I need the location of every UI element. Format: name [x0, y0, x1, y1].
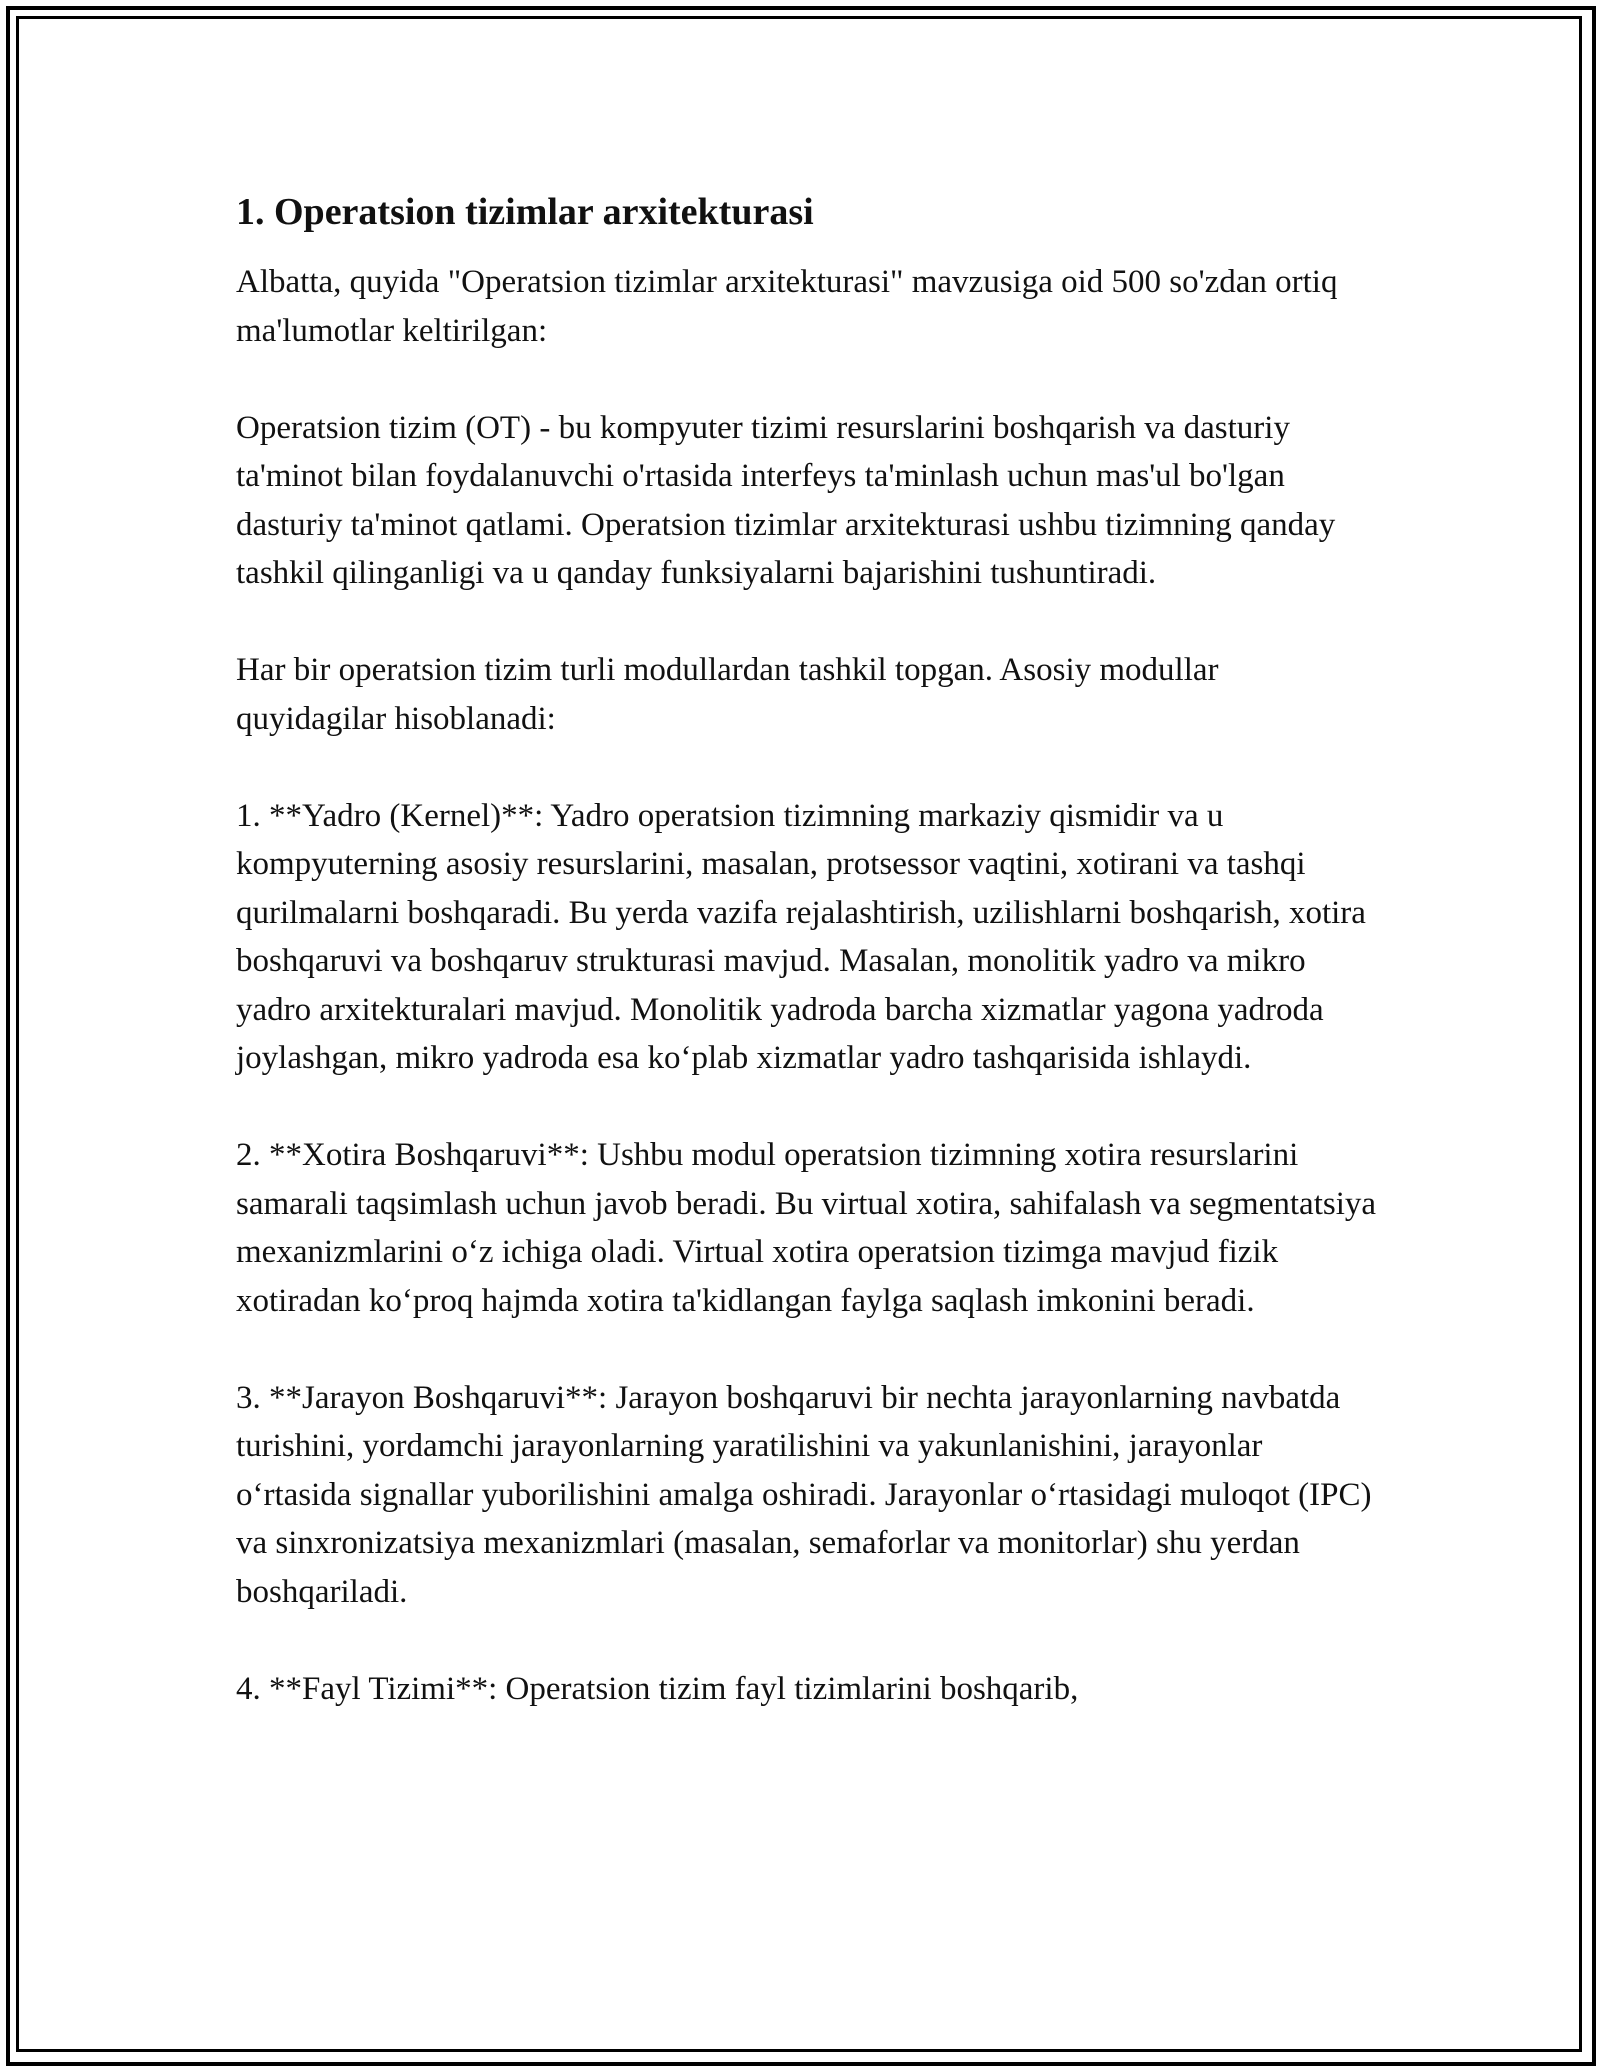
- modules-intro-paragraph: Har bir operatsion tizim turli modullardan tashkil topgan. Asosiy modullar quyidagilar hisoblanadi:: [236, 652, 1219, 737]
- process-management-paragraph: 3. **Jarayon Boshqaruvi**: Jarayon boshqaruvi bir nechta jarayonlarning navbatda turishini, yordamchi jarayonlarning yaratilishini va yakunlanishini, jarayonlar o‘rtasida signallar yuborilishini amalga oshiradi. Jarayonlar o‘rtasidagi muloqot (IPC) va sinxronizatsiya mexanizmlari (masalan, semaforlar va monitorlar) shu yerdan boshqariladi.: [236, 1379, 1372, 1610]
- intro-paragraph: Albatta, quyida "Operatsion tizimlar arxitekturasi" mavzusiga oid 500 so'zdan ortiq ma'lumotlar keltirilgan:: [236, 264, 1338, 349]
- memory-management-paragraph: 2. **Xotira Boshqaruvi**: Ushbu modul operatsion tizimning xotira resurslarini samarali taqsimlash uchun javob beradi. Bu virtual xotira, sahifalash va segmentatsiya mexanizmlarini o‘z ichiga oladi. Virtual xotira operatsion tizimga mavjud fizik xotiradan ko‘proq hajmda xotira ta'kidlangan faylga saqlash imkonini beradi.: [236, 1137, 1377, 1319]
- definition-paragraph: Operatsion tizim (OT) - bu kompyuter tizimi resurslarini boshqarish va dasturiy ta'minot bilan foydalanuvchi o'rtasida interfeys ta'minlash uchun mas'ul bo'lgan dasturiy ta'minot qatlami. Operatsion tizimlar arxitekturasi ushbu tizimning qanday tashkil qilinganligi va u qanday funksiyalarni bajarishini tushuntiradi.: [236, 409, 1336, 591]
- document-body: [236, 186, 1376, 1762]
- kernel-paragraph: 1. **Yadro (Kernel)**: Yadro operatsion tizimning markaziy qismidir va u kompyuterning asosiy resurslarini, masalan, protsessor vaqtini, xotirani va tashqi qurilmalarni boshqaradi. Bu yerda vazifa rejalashtirish, uzilishlarni boshqarish, xotira boshqaruvi va boshqaruv strukturasi mavjud. Masalan, monolitik yadro va mikro yadro arxitekturalari mavjud. Monolitik yadroda barcha xizmatlar yagona yadroda joylashgan, mikro yadroda esa ko‘plab xizmatlar yadro tashqarisida ishlaydi.: [236, 797, 1366, 1076]
- file-system-paragraph: 4. **Fayl Tizimi**: Operatsion tizim fayl tizimlarini boshqarib,: [236, 1670, 1079, 1707]
- document-title: 1. Operatsion tizimlar arxitekturasi: [236, 191, 814, 233]
